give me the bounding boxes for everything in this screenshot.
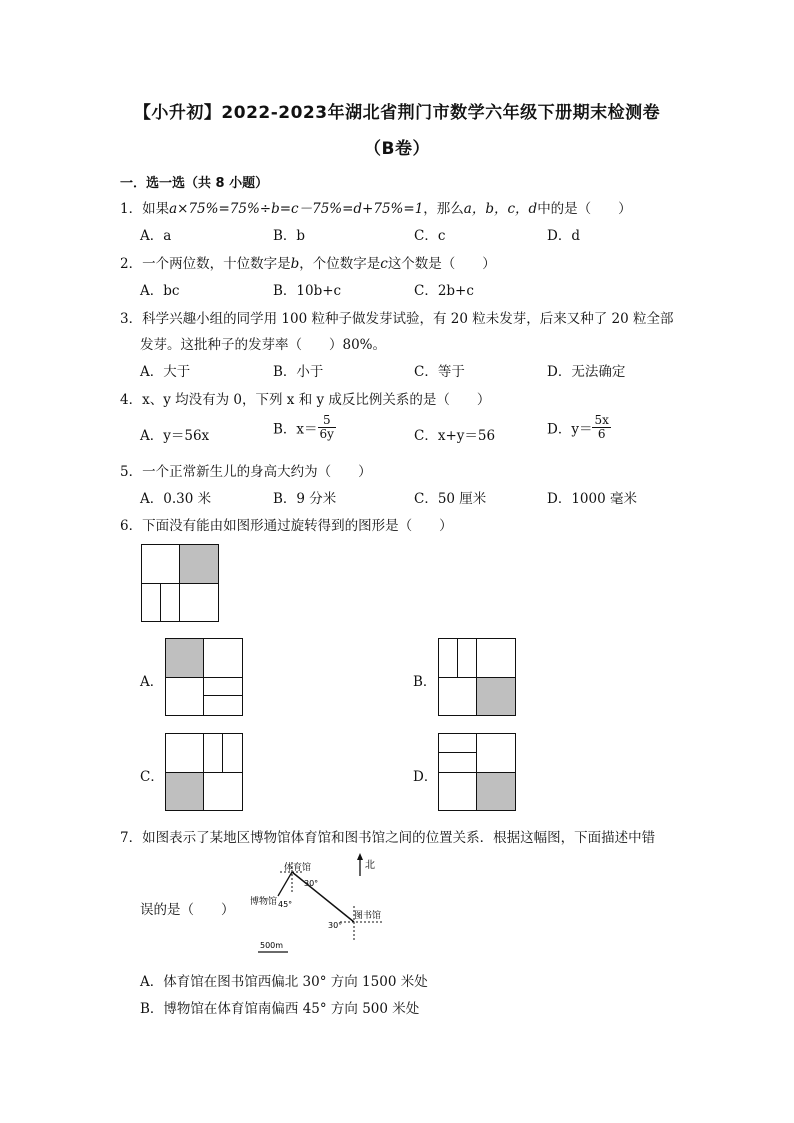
option-a[interactable]: A．y＝56x — [140, 428, 210, 444]
grid-line — [179, 545, 180, 621]
question-number: 4． — [120, 392, 143, 408]
museum-route — [278, 872, 292, 896]
question-text: x、y 均没有为 0，下列 x 和 y 成反比例关系的是（ ） — [142, 392, 491, 408]
option-c[interactable]: C．2b+c — [414, 283, 474, 299]
option-a[interactable]: A．0.30 米 — [140, 491, 212, 507]
grid-line — [439, 772, 515, 773]
option-d[interactable]: D．d — [547, 228, 580, 244]
grid-line — [166, 677, 242, 678]
option-a[interactable]: A．a — [140, 228, 172, 244]
question-7-line2: 误的是（ ） — [140, 902, 235, 918]
north-arrowhead-icon — [357, 853, 363, 860]
question-text: 下面没有能由如图形通过旋转得到的图形是（ ） — [142, 518, 453, 534]
fraction — [318, 414, 336, 441]
option-b[interactable] — [273, 414, 336, 441]
question-text: 一个两位数，十位数字是 — [142, 256, 291, 272]
question-number: 2． — [120, 256, 143, 272]
grid-line — [203, 695, 242, 696]
grid-line — [457, 639, 458, 677]
option-c[interactable]: C．50 厘米 — [414, 491, 487, 507]
question-text: 一个正常新生儿的身高大约为（ ） — [142, 464, 372, 480]
grid-line — [439, 677, 515, 678]
shaded-cell — [180, 545, 218, 583]
question-text: 如果 — [142, 201, 170, 217]
math-vars: a，b，c，d — [463, 201, 538, 217]
question-3-line2: 发芽。这批种子的发芽率（ ）80%。 — [140, 337, 387, 353]
question-text: 科学兴趣小组的同学用 100 粒种子做发芽试验，有 20 粒未发芽，后来又种了 20 粒全部 — [142, 311, 674, 327]
option-b[interactable]: B．10b+c — [273, 283, 342, 299]
option-c[interactable]: C．c — [414, 228, 446, 244]
page-subtitle: （B卷） — [364, 139, 430, 159]
museum-label: 博物馆 — [250, 897, 278, 907]
question-text: 中的是（ ） — [537, 201, 632, 217]
option-c[interactable]: C． — [140, 769, 164, 785]
question-number: 3． — [120, 311, 143, 327]
grid-line — [160, 583, 161, 621]
option-d[interactable]: D．无法确定 — [547, 364, 626, 380]
option-c[interactable]: C．等于 — [414, 364, 465, 380]
option-d[interactable]: D．1000 毫米 — [547, 491, 637, 507]
angle-label: 45° — [278, 900, 293, 909]
shaded-cell — [166, 639, 204, 677]
option-a-figure[interactable] — [165, 638, 243, 716]
question-2 — [120, 252, 496, 272]
gym-label: 体育馆 — [284, 863, 312, 873]
reference-figure — [141, 544, 219, 622]
grid-line — [203, 639, 204, 715]
option-label: D．y＝ — [547, 421, 593, 438]
grid-line — [476, 639, 477, 715]
fraction — [592, 414, 610, 441]
question-4 — [120, 388, 490, 408]
grid-line — [203, 734, 204, 810]
question-number: 5． — [120, 464, 143, 480]
library-label: 图书馆 — [354, 911, 382, 921]
option-d[interactable] — [547, 414, 611, 441]
question-1 — [120, 197, 632, 217]
option-b[interactable]: B．小于 — [273, 364, 324, 380]
grid-line — [166, 772, 242, 773]
option-a[interactable]: A．大于 — [140, 364, 191, 380]
question-6 — [120, 514, 453, 534]
math-expression: a×75%=75%÷b=c－75%=d+75%=1 — [169, 201, 424, 217]
scale-label: 500m — [260, 941, 284, 950]
option-b-figure[interactable] — [438, 638, 516, 716]
option-c-figure[interactable] — [165, 733, 243, 811]
math-var: b — [290, 256, 300, 272]
page-title: 【小升初】2022-2023年湖北省荆门市数学六年级下册期末检测卷 — [133, 103, 661, 123]
option-b[interactable]: B．b — [273, 228, 306, 244]
math-var: c — [380, 256, 388, 272]
numerator: 5 — [318, 414, 336, 428]
question-text: ，个位数字是 — [299, 256, 381, 272]
option-c[interactable]: C．x+y＝56 — [414, 428, 496, 444]
question-text: 如图表示了某地区博物馆体育馆和图书馆之间的位置关系．根据这幅图，下面描述中错 — [142, 830, 656, 846]
option-d-figure[interactable] — [438, 733, 516, 811]
shaded-cell — [477, 772, 515, 810]
angle-label: 30° — [304, 879, 319, 888]
north-label: 北 — [365, 860, 375, 871]
question-number: 1． — [120, 201, 143, 217]
question-text: ，那么 — [423, 201, 464, 217]
question-number: 7． — [120, 830, 143, 846]
option-a[interactable]: A． — [140, 674, 164, 690]
question-7 — [120, 826, 655, 846]
option-b[interactable]: B． — [413, 674, 437, 690]
numerator: 5x — [594, 413, 609, 427]
grid-line — [142, 583, 218, 584]
question-text: 这个数是（ ） — [387, 256, 496, 272]
grid-line — [439, 752, 477, 753]
question-3 — [120, 307, 673, 327]
angle-label: 30° — [328, 921, 343, 930]
shaded-cell — [166, 772, 204, 810]
option-label: B．x＝ — [273, 421, 318, 438]
grid-line — [222, 734, 223, 772]
option-b[interactable]: B．博物馆在体育馆南偏西 45° 方向 500 米处 — [140, 1001, 420, 1017]
shaded-cell — [477, 677, 515, 715]
denominator: 6y — [319, 427, 334, 441]
question-number: 6． — [120, 518, 143, 534]
location-map — [236, 852, 396, 960]
grid-line — [476, 734, 477, 810]
option-d[interactable]: D． — [413, 769, 438, 785]
library-route — [292, 872, 354, 922]
denominator: 6 — [597, 427, 606, 441]
option-a[interactable]: A．体育馆在图书馆西偏北 30° 方向 1500 米处 — [140, 974, 428, 990]
question-5 — [120, 460, 372, 480]
section-heading: 一．选一选（共 8 小题） — [120, 176, 269, 191]
option-a[interactable]: A．bc — [140, 283, 180, 299]
option-b[interactable]: B．9 分米 — [273, 491, 337, 507]
